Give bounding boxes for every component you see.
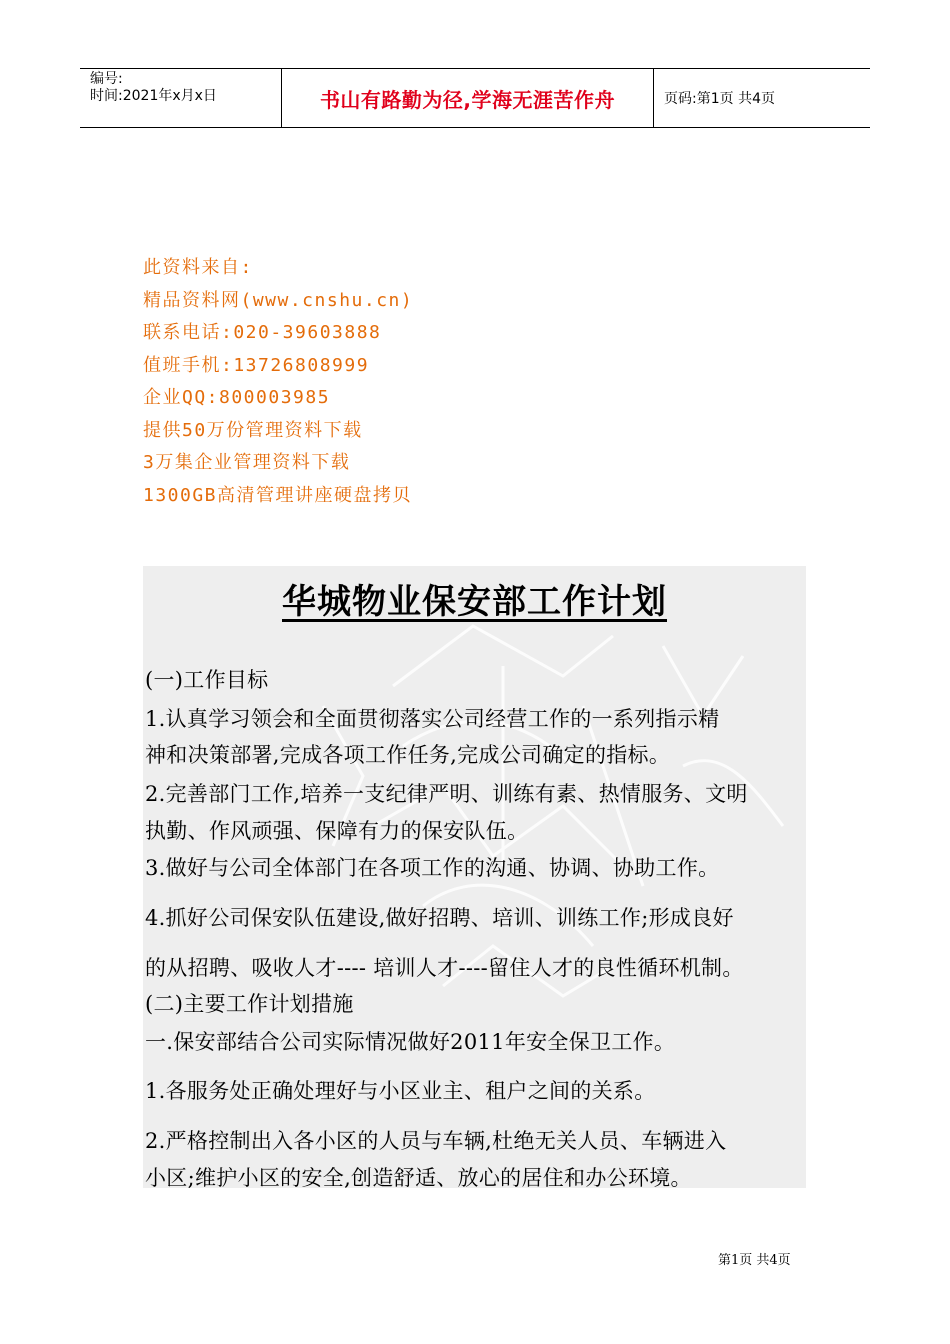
paragraph-line: 3.做好与公司全体部门在各项工作的沟通、协调、协助工作。 bbox=[145, 856, 720, 880]
paragraph-line: 执勤、作风顽强、保障有力的保安队伍。 bbox=[145, 819, 529, 843]
paragraph-line: 神和决策部署,完成各项工作任务,完成公司确定的指标。 bbox=[145, 743, 671, 767]
paragraph-line: 小区;维护小区的安全,创造舒适、放心的居住和办公环境。 bbox=[145, 1166, 692, 1188]
paragraph-line: 2.严格控制出入各小区的人员与车辆,杜绝无关人员、车辆进入 bbox=[145, 1129, 727, 1153]
document-body bbox=[143, 566, 806, 1188]
section-heading: (一)工作目标 bbox=[145, 668, 269, 692]
source-info-line: 精品资料网(www.cnshu.cn) bbox=[143, 289, 414, 311]
page-header bbox=[80, 68, 870, 128]
paragraph-line: 一.保安部结合公司实际情况做好2011年安全保卫工作。 bbox=[145, 1030, 676, 1054]
paragraph-line: 1.各服务处正确处理好与小区业主、租户之间的关系。 bbox=[145, 1079, 656, 1103]
document-date-label: 时间:2021年x月x日 bbox=[90, 88, 217, 104]
paragraph-line: 的从招聘、吸收人才---- 培训人才----留住人才的良性循环机制。 bbox=[145, 956, 744, 980]
document-title: 华城物业保安部工作计划 bbox=[282, 582, 667, 622]
source-info-line: 联系电话:020-39603888 bbox=[143, 322, 382, 343]
source-info-line: 3万集企业管理资料下载 bbox=[143, 452, 351, 473]
source-info-block bbox=[143, 252, 413, 512]
paragraph-line: 1.认真学习领会和全面贯彻落实公司经营工作的一系列指示精 bbox=[145, 707, 720, 731]
paragraph-line: 2.完善部门工作,培养一支纪律严明、训练有素、热情服务、文明 bbox=[145, 782, 748, 806]
source-info-line: 提供50万份管理资料下载 bbox=[143, 419, 363, 441]
document-number-label: 编号: bbox=[90, 71, 123, 87]
paragraph-line: 4.抓好公司保安队伍建设,做好招聘、培训、训练工作;形成良好 bbox=[145, 906, 734, 930]
source-info-line: 值班手机:13726808999 bbox=[143, 354, 370, 376]
source-info-line: 此资料来自: bbox=[143, 257, 253, 278]
header-motto: 书山有路勤为径,学海无涯苦作舟 bbox=[282, 69, 654, 127]
section-heading: (二)主要工作计划措施 bbox=[145, 992, 354, 1016]
header-page-number: 页码:第1页 共4页 bbox=[664, 91, 775, 107]
header-meta bbox=[80, 69, 282, 127]
source-info-line: 企业QQ:800003985 bbox=[143, 387, 331, 408]
source-info-line: 1300GB高清管理讲座硬盘拷贝 bbox=[143, 484, 413, 506]
page-footer: 第1页 共4页 bbox=[718, 1253, 791, 1268]
